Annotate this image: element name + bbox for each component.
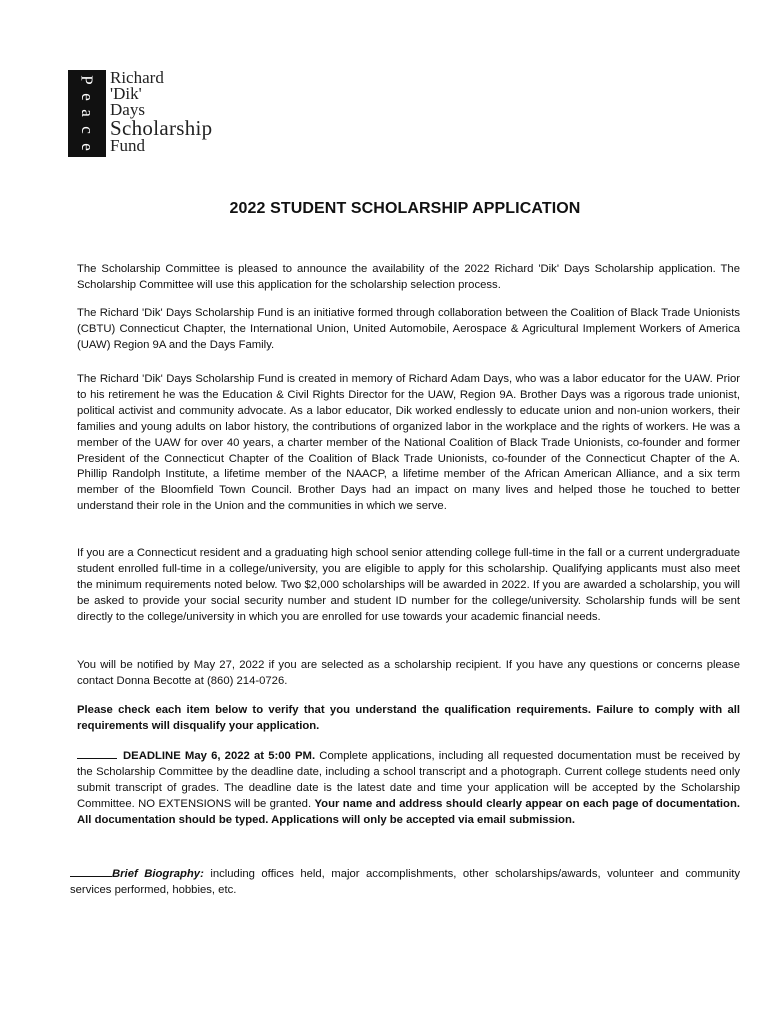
logo-line: Scholarship [110, 116, 213, 140]
fund-initiative-paragraph: The Richard 'Dik' Days Scholarship Fund is an initiative formed through collaboration between the Coalition of Black Trade Unionists (CBTU) Connecticut Chapter, the International Union, United Automobile, Aerospace & Agricultural Implement Workers of America (UAW) Region 9A and the Days Family. [77, 307, 740, 351]
biography-label: Brief Biography: [112, 868, 204, 880]
document-title: 2022 STUDENT SCHOLARSHIP APPLICATION [229, 200, 581, 217]
memory-paragraph: The Richard 'Dik' Days Scholarship Fund is created in memory of Richard Adam Days, who was a labor educator for the UAW. Prior to his retirement he was the Education & Civil Rights Director for the UAW, Region 9A. Brother Days was a rigorous trade unionist, political activist and community advocate. As a labor educator, Dik worked endlessly to educate union and non-union workers, their families and young adults on labor history, the contributions of organized labor in the workplace and the rights of workers. He was a member of the UAW for over 40 years, a charter member of the National Coalition of Black Trade Unionists, co-founder and former President of the Connecticut Chapter of the Coalition of Black Trade Unionists, co-founder of the Connecticut Chapter of the A. Phillip Randolph Institute, a lifetime member of the NAACP, a lifetime member of the African American Alliance, and a six term member of the Bloomfield Town Council. Brother Days had an impact on many lives and helped those he touched to better understand their role in the Union and the communities in which we serve. [77, 373, 740, 513]
deadline-item [77, 748, 740, 829]
deadline-text: Complete applications, including all requested documentation must be received by the Scholarship Committee by the deadline date, including a school transcript and a photograph. Current college students need only submit transcript of grades. The deadline date is the latest date and time your application will be accepted by the Scholarship Committee. NO EXTENSIONS will be granted. [77, 750, 740, 810]
logo-line: Richard [110, 68, 164, 87]
logo-letter: P [78, 75, 97, 86]
logo-peace-bar [68, 70, 106, 157]
deadline-label: DEADLINE May 6, 2022 at 5:00 PM. [123, 750, 316, 762]
logo-line: 'Dik' [110, 84, 142, 103]
logo-letter: c [77, 126, 97, 134]
check-instructions: Please check each item below to verify that you understand the qualification requirements. Failure to comply with all requirements will disqualify your application. [77, 704, 740, 732]
logo-line: Fund [110, 136, 145, 155]
notification-paragraph: You will be notified by May 27, 2022 if you are selected as a scholarship recipient. If you have any questions or concerns please contact Donna Becotte at (860) 214-0726. [77, 659, 740, 687]
intro-paragraph: The Scholarship Committee is pleased to announce the availability of the 2022 Richard 'Dik' Days Scholarship application. The Scholarship Committee will use this application for the scholarship selection process. [77, 263, 740, 291]
scholarship-fund-logo [68, 70, 212, 157]
deadline-bold-note: Your name and address should clearly appear on each page of documentation. All documentation should be typed. Applications will only be accepted via email submission. [77, 797, 740, 826]
deadline-checkbox-blank[interactable] [77, 748, 117, 759]
logo-text [110, 70, 212, 154]
biography-item [70, 866, 740, 899]
eligibility-paragraph: If you are a Connecticut resident and a graduating high school senior attending college full-time in the fall or a current undergraduate student enrolled full-time in a college/university, you are eligible to apply for this scholarship. Qualifying applicants must also meet the minimum requirements noted below. Two $2,000 scholarships will be awarded in 2022. If you are awarded a scholarship, you will be asked to provide your social security number and student ID number for the college/university. Scholarship funds will be sent directly to the college/university in which you are enrolled for use towards your academic financial needs. [77, 547, 740, 623]
logo-letter: e [77, 93, 97, 101]
biography-checkbox-blank[interactable] [70, 866, 112, 877]
logo-line: Days [110, 100, 145, 119]
biography-text: including offices held, major accomplishments, other scholarships/awards, volunteer and community services performed, hobbies, etc. [70, 868, 740, 896]
logo-letter: a [77, 109, 97, 118]
logo-letter: e [77, 142, 97, 151]
